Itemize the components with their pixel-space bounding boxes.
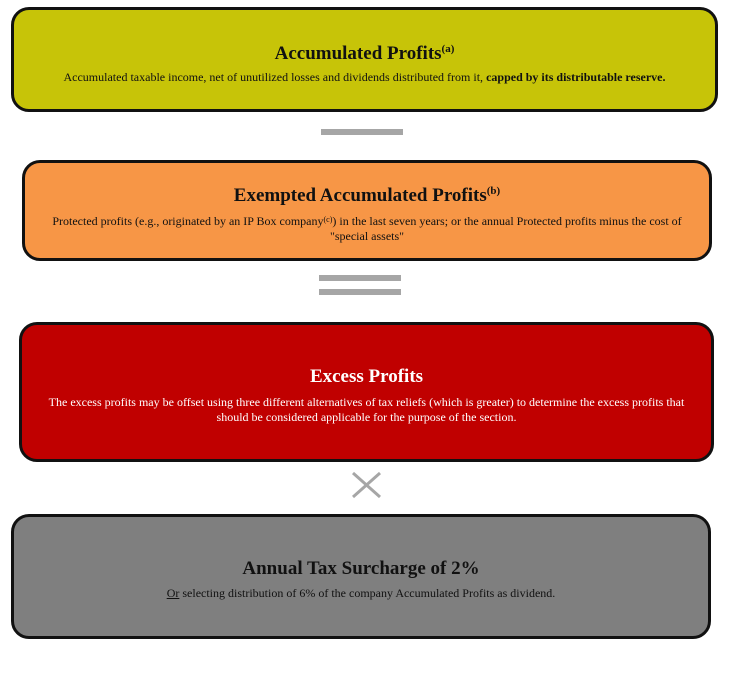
exempted-description-part2: ) in the last seven years; or the annual Protected profits minus the cost of "special assets"	[329, 214, 682, 243]
annual-tax-surcharge-or: Or	[166, 586, 180, 600]
accumulated-profits-description-bold: capped by its distributable reserve.	[486, 70, 666, 84]
accumulated-profits-footnote-marker: (a)	[441, 43, 455, 55]
accumulated-profits-title-text: Accumulated Profits	[274, 43, 442, 64]
multiply-sign-icon	[350, 470, 384, 500]
exempted-accumulated-profits-footnote-marker: (b)	[486, 185, 501, 197]
equals-sign-bottom-bar	[319, 289, 401, 295]
annual-tax-surcharge-description	[14, 586, 708, 601]
exempted-accumulated-profits-description	[25, 214, 709, 244]
excess-profits-title: Excess Profits	[309, 366, 424, 387]
exempted-description-part1: Protected profits (e.g., originated by an IP Box company	[52, 214, 324, 228]
equals-sign-top-bar	[319, 275, 401, 281]
annual-tax-surcharge-box	[11, 514, 711, 639]
excess-profits-description: The excess profits may be offset using three different alternatives of tax reliefs (which is greater) to determine the excess profits that should be considered applicable for the purpose of the section.	[48, 395, 685, 424]
annual-tax-surcharge-title: Annual Tax Surcharge of 2%	[242, 558, 480, 579]
excess-profits-box	[19, 322, 714, 462]
minus-sign-icon	[321, 129, 403, 135]
accumulated-profits-title	[14, 43, 715, 65]
accumulated-profits-description-text: Accumulated taxable income, net of unutilized losses and dividends distributed from it,	[63, 70, 484, 84]
accumulated-profits-box	[11, 7, 718, 112]
exempted-accumulated-profits-title	[25, 185, 709, 207]
annual-tax-surcharge-description-text: selecting distribution of 6% of the company Accumulated Profits as dividend.	[179, 586, 556, 600]
exempted-accumulated-profits-box	[22, 160, 712, 261]
exempted-description-footnote-marker: (c)	[323, 215, 333, 224]
exempted-accumulated-profits-title-text: Exempted Accumulated Profits	[233, 185, 487, 206]
accumulated-profits-description	[14, 70, 715, 85]
